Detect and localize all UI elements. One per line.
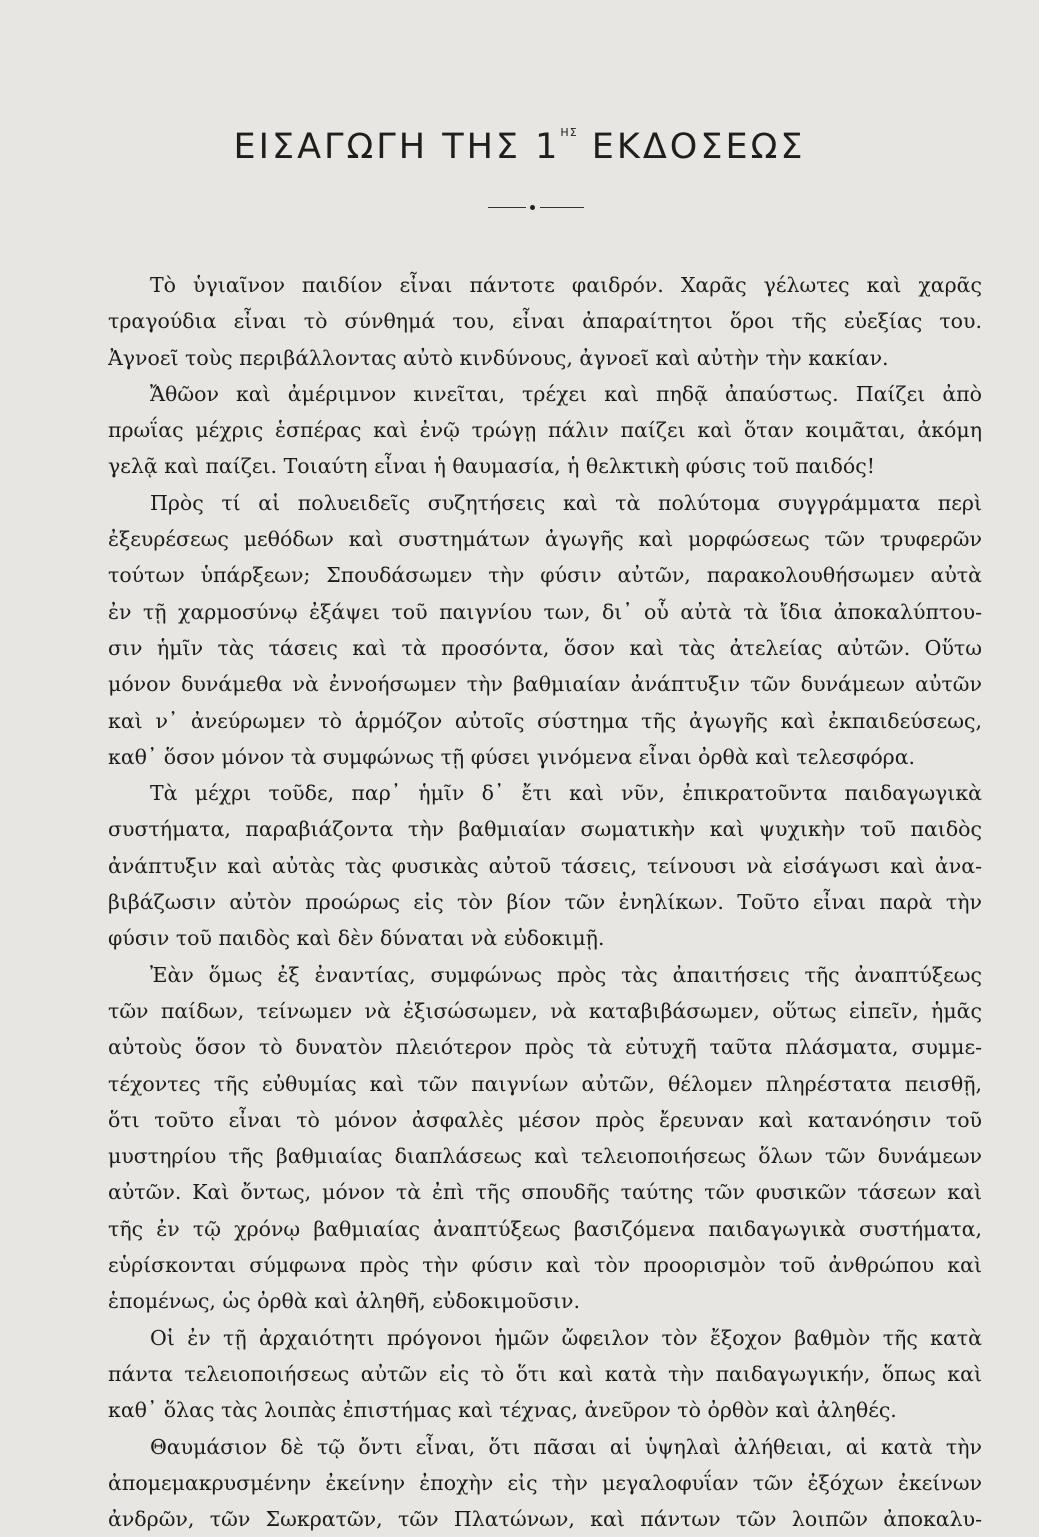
text-line: ἐν τῇ χαρμοσύνῳ ἐξάψει τοῦ παιγνίου των, δι᾽ οὗ αὐτὰ τὰ ἴδια ἀποκαλύπτου-	[108, 599, 982, 624]
text-line: καὶ ν᾽ ἀνεύρωμεν τὸ ἁρμόζον αὐτοῖς σύστημα τῆς ἀγωγῆς καὶ ἐκπαιδεύσεως,	[108, 708, 982, 733]
text-line: Ἄθῶον καὶ ἀμέριμνον κινεῖται, τρέχει καὶ πηδᾷ ἀπαύστως. Παίζει ἀπὸ	[150, 381, 982, 406]
text-line: τῆς ἐν τῷ χρόνῳ βαθμιαίας ἀναπτύξεως βασιζόμενα παιδαγωγικὰ συστήματα,	[108, 1216, 982, 1241]
text-line: γελᾷ καὶ παίζει. Τοιαύτη εἶναι ἡ θαυμασία, ἡ θελκτικὴ φύσις τοῦ παιδός!	[108, 454, 875, 479]
text-line: Πρὸς τί αἱ πολυειδεῖς συζητήσεις καὶ τὰ πολύτομα συγγράμματα περὶ	[150, 490, 982, 515]
text-line: τούτων ὑπάρξεων; Σπουδάσωμεν τὴν φύσιν αὐτῶν, παρακολουθήσωμεν αὐτὰ	[108, 563, 982, 588]
text-line: ἀνάπτυξιν καὶ αὐτὰς τὰς φυσικὰς αὐτοῦ τάσεις, τείνουσι νὰ εἰσάγωσι καὶ ἀνα-	[108, 853, 982, 878]
text-line: ἀπομεμακρυσμένην ἐκείνην ἐποχὴν εἰς τὴν μεγαλοφυΐαν τῶν ἐξόχων ἐκείνων	[108, 1470, 982, 1495]
text-line: ἑπομένως, ὡς ὀρθὰ καὶ ἀληθῆ, εὐδοκιμοῦσιν.	[108, 1289, 581, 1314]
text-line: φύσιν τοῦ παιδὸς καὶ δὲν δύναται νὰ εὐδοκιμῇ.	[108, 926, 605, 951]
text-line: βιβάζωσιν αὐτὸν προώρως εἰς τὸν βίον τῶν ἐνηλίκων. Τοῦτο εἶναι παρὰ τὴν	[108, 890, 982, 915]
title-ornament	[488, 205, 584, 211]
text-line: σιν ἡμῖν τὰς τάσεις καὶ τὰ προσόντα, ὅσον καὶ τὰς ἀτελείας αὐτῶν. Οὕτω	[108, 635, 982, 660]
text-line: τέχοντες τῆς εὐθυμίας καὶ τῶν παιγνίων αὐτῶν, θέλομεν πληρέστατα πεισθῇ,	[108, 1071, 982, 1096]
text-line: καθ᾽ ὅσον μόνον τὰ συμφώνως τῇ φύσει γινόμενα εἶναι ὀρθὰ καὶ τελεσφόρα.	[108, 744, 916, 769]
text-line: εὑρίσκονται σύμφωνα πρὸς τὴν φύσιν καὶ τὸν προορισμὸν τοῦ ἀνθρώπου καὶ	[108, 1253, 982, 1278]
text-line: πρωΐας μέχρις ἑσπέρας καὶ ἐνῷ τρώγῃ πάλιν παίζει καὶ ὅταν κοιμᾶται, ἀκόμη	[108, 418, 982, 443]
text-line: ἀνδρῶν, τῶν Σωκρατῶν, τῶν Πλατώνων, καὶ πάντων τῶν λοιπῶν ἀποκαλυ-	[108, 1507, 982, 1532]
text-line: αὐτοὺς ὅσον τὸ δυνατὸν πλειότερον πρὸς τὰ εὐτυχῆ ταῦτα πλάσματα, συμμε-	[108, 1035, 982, 1060]
body-text	[108, 267, 982, 1537]
text-line: μυστηρίου τῆς βαθμιαίας διαπλάσεως καὶ τελειοποιήσεως ὅλων τῶν δυνάμεων	[108, 1144, 982, 1169]
text-line: πάντα τελειοποιήσεως αὐτῶν εἰς τὸ ὅτι καὶ κατὰ τὴν παιδαγωγικήν, ὅπως καὶ	[108, 1361, 982, 1386]
text-line: Οἱ ἐν τῇ ἀρχαιότητι πρόγονοι ἡμῶν ὤφειλον τὸν ἔξοχον βαθμὸν τῆς κατὰ	[150, 1325, 982, 1350]
text-line: Τὸ ὑγιαῖνον παιδίον εἶναι πάντοτε φαιδρόν. Χαρᾶς γέλωτες καὶ χαρᾶς	[150, 273, 982, 297]
text-line: Ἀγνοεῖ τοὺς περιβάλλοντας αὐτὸ κινδύνους, ἀγνοεῖ καὶ αὐτὴν τὴν κακίαν.	[108, 345, 889, 370]
text-line: μόνον δυνάμεθα νὰ ἐννοήσωμεν τὴν βαθμιαίαν ἀνάπτυξιν τῶν δυνάμεων αὐτῶν	[108, 672, 982, 697]
text-line: αὐτῶν. Καὶ ὄντως, μόνον τὰ ἐπὶ τῆς σπουδῆς ταύτης τῶν φυσικῶν τάσεων καὶ	[108, 1180, 982, 1205]
text-line: τραγούδια εἶναι τὸ σύνθημά του, εἶναι ἀπαραίτητοι ὅροι τῆς εὐεξίας του.	[108, 309, 982, 334]
title-tail: ΕΚΔΟΣΕΩΣ	[591, 127, 806, 167]
text-line: Τὰ μέχρι τοῦδε, παρ᾽ ἡμῖν δ᾽ ἔτι καὶ νῦν, ἐπικρατοῦντα παιδαγωγικὰ	[150, 781, 982, 806]
text-line: Θαυμάσιον δὲ τῷ ὄντι εἶναι, ὅτι πᾶσαι αἱ ὑψηλαὶ ἀλήθειαι, αἱ κατὰ τὴν	[150, 1434, 982, 1459]
text-line: τῶν παίδων, τείνωμεν νὰ ἐξισώσωμεν, νὰ καταβιβάσωμεν, οὕτως εἰπεῖν, ἡμᾶς	[108, 998, 982, 1023]
text-line: Ἐὰν ὅμως ἐξ ἐναντίας, συμφώνως πρὸς τὰς ἀπαιτήσεις τῆς ἀναπτύξεως	[150, 962, 982, 987]
text-line: καθ᾽ ὅλας τὰς λοιπὰς ἐπιστήμας καὶ τέχνας, ἀνεῦρον τὸ ὀρθὸν καὶ ἀληθές.	[108, 1398, 897, 1423]
title-superscript: ΗΣ	[560, 126, 578, 139]
title-main: ΕΙΣΑΓΩΓΗ ΤΗΣ 1	[233, 127, 561, 167]
page-title	[0, 126, 1039, 167]
text-line: ἐξευρέσεως μεθόδων καὶ συστημάτων ἀγωγῆς καὶ μορφώσεως τῶν τρυφερῶν	[108, 527, 982, 552]
text-line: συστήματα, παραβιάζοντα τὴν βαθμιαίαν σωματικὴν καὶ ψυχικὴν τοῦ παιδὸς	[108, 817, 982, 842]
text-line: ὅτι τοῦτο εἶναι τὸ μόνον ἀσφαλὲς μέσον πρὸς ἔρευναν καὶ κατανόησιν τοῦ	[108, 1107, 982, 1132]
